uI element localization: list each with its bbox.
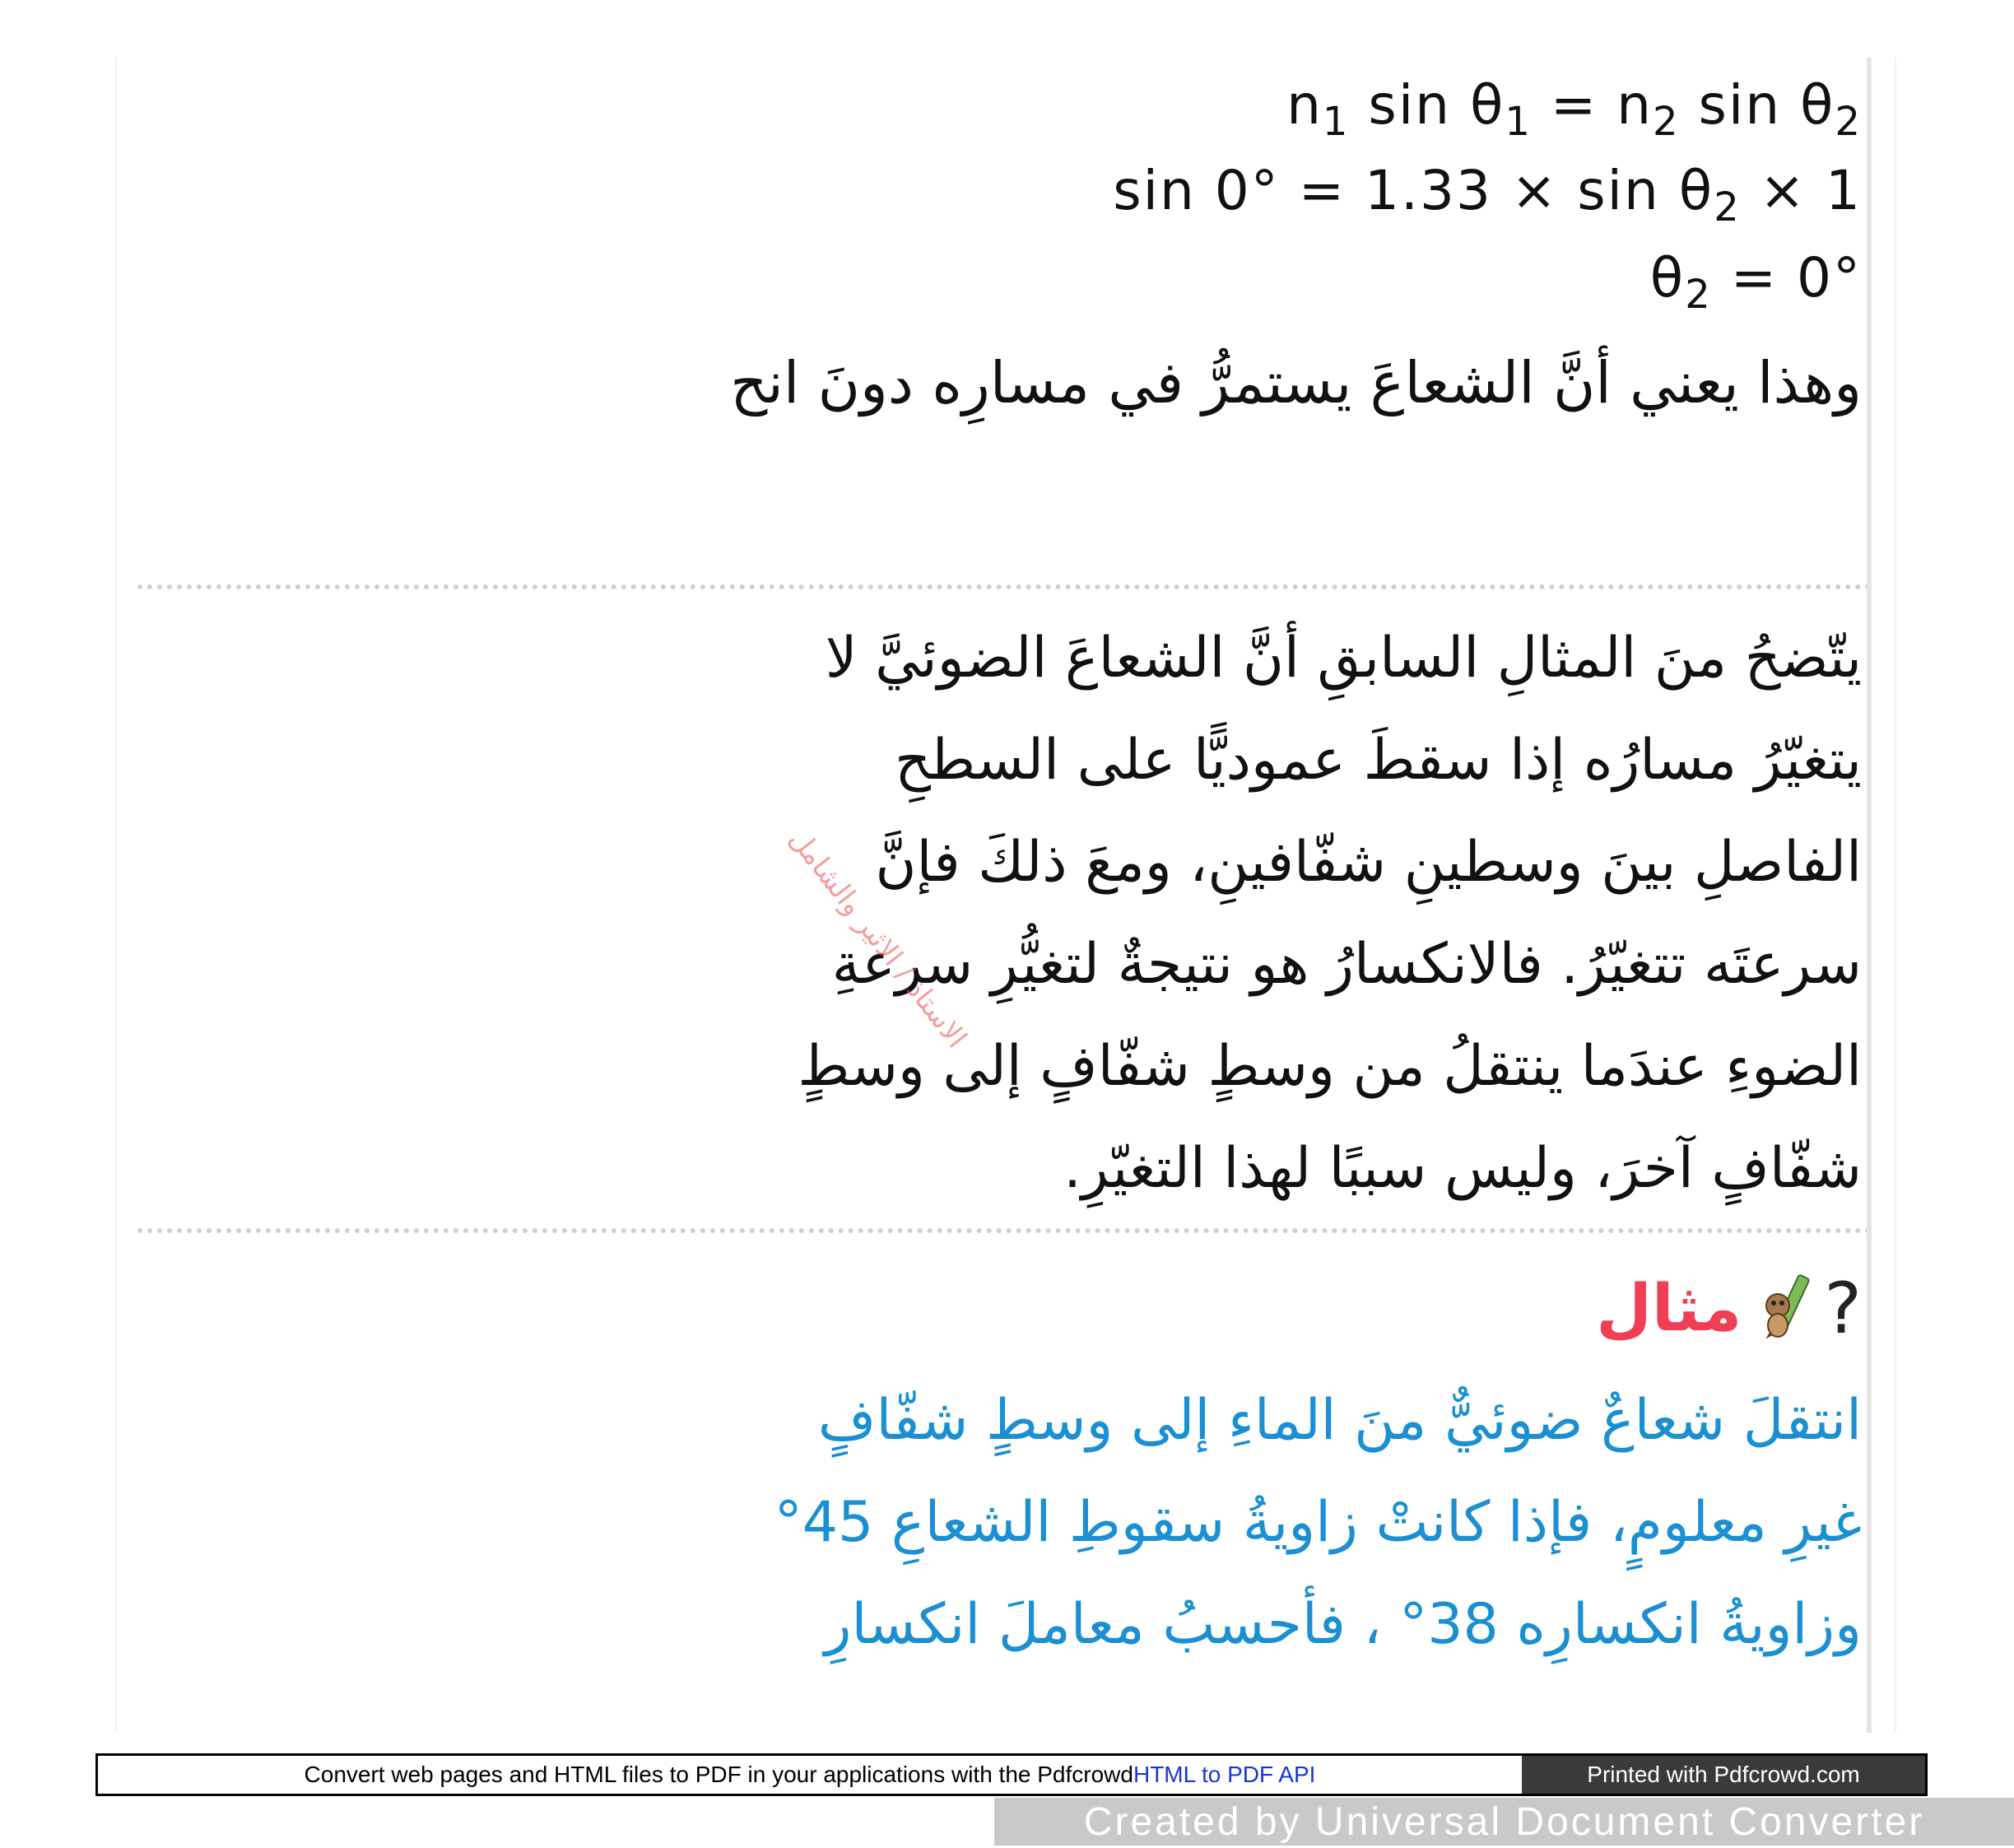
watermark-stamp: الاستاذ / الاثير والشامل	[782, 823, 974, 1054]
explanation-line: سرعتَه تتغيّرُ. فالانكسارُ هو نتيجةٌ لتغيُّرِ سرعةِ	[831, 932, 1862, 997]
explanation-paragraph	[174, 607, 1862, 1220]
eq1-sin-theta-1: sin θ	[1349, 73, 1505, 137]
example-heading	[1596, 1259, 1862, 1358]
html-to-pdf-api-link[interactable]: HTML to PDF API	[1133, 1762, 1316, 1787]
eq1-sub-4: 2	[1835, 99, 1862, 145]
eq1-sub-1: 1	[1322, 99, 1350, 145]
eq3-pre: θ	[1649, 246, 1686, 310]
eq3-post: = 0°	[1711, 246, 1862, 310]
footer-notice	[98, 1756, 1522, 1794]
eq2-sub: 2	[1714, 184, 1741, 230]
printed-with-badge[interactable]: Printed with Pdfcrowd.com	[1522, 1756, 1925, 1794]
explanation-line: الفاصلِ بينَ وسطينِ شفّافينِ، ومعَ ذلكَ فإنَّ	[875, 830, 1862, 895]
eq2-post: × 1	[1740, 159, 1862, 222]
equation-snell-law	[1286, 64, 1862, 147]
explanation-line: الضوءِ عندَما ينتقلُ من وسطٍ شفّافٍ إلى وسطٍ	[798, 1034, 1862, 1099]
problem-line: انتقلَ شعاعٌ ضوئيٌّ منَ الماءِ إلى وسطٍ شفّافٍ	[817, 1388, 1862, 1453]
problem-line: غيرِ معلومٍ، فإذا كانتْ زاويةُ سقوطِ الشعاعِ 45°	[774, 1490, 1862, 1555]
document-page	[115, 58, 1896, 1733]
pdfcrowd-footer	[95, 1753, 1928, 1796]
eq1-n1: n	[1286, 73, 1323, 137]
explanation-line: يتّضحُ منَ المثالِ السابقِ أنَّ الشعاعَ الضوئيَّ لا	[825, 626, 1862, 691]
eq1-sub-3: 2	[1653, 99, 1680, 145]
explanation-line: شفّافٍ آخرَ، وليس سببًا لهذا التغيّرِ.	[1063, 1136, 1862, 1201]
example-problem	[166, 1370, 1862, 1676]
equation-result	[1650, 237, 1862, 319]
problem-line: وزاويةُ انكسارِه 38° ، فأحسبُ معاملَ انكسارِ	[824, 1592, 1862, 1657]
udc-watermark: Created by Universal Document Converter	[994, 1798, 2014, 1846]
eq1-sub-2: 1	[1505, 99, 1532, 145]
eq3-sub: 2	[1685, 272, 1712, 318]
pencil-mascot-icon	[1753, 1271, 1812, 1347]
eq1-sin-theta-2: sin θ	[1679, 73, 1835, 137]
equation-substitution	[1113, 150, 1862, 232]
dotted-divider	[137, 584, 1872, 589]
eq1-equals-n: = n	[1531, 73, 1653, 137]
dotted-divider	[137, 1228, 1872, 1233]
example-label: مثال	[1596, 1272, 1742, 1346]
eq2-pre: sin 0° = 1.33 × sin θ	[1113, 159, 1714, 222]
conclusion-line: وهذا يعني أنَّ الشعاعَ يستمرُّ في مسارِه دونَ انح	[730, 349, 1862, 417]
explanation-line: يتغيّرُ مسارُه إذا سقطَ عموديًّا على السطحِ	[895, 728, 1862, 793]
question-mark-icon: ?	[1824, 1268, 1862, 1350]
footer-notice-text: Convert web pages and HTML files to PDF in your applications with the Pdfcrowd	[304, 1762, 1133, 1787]
